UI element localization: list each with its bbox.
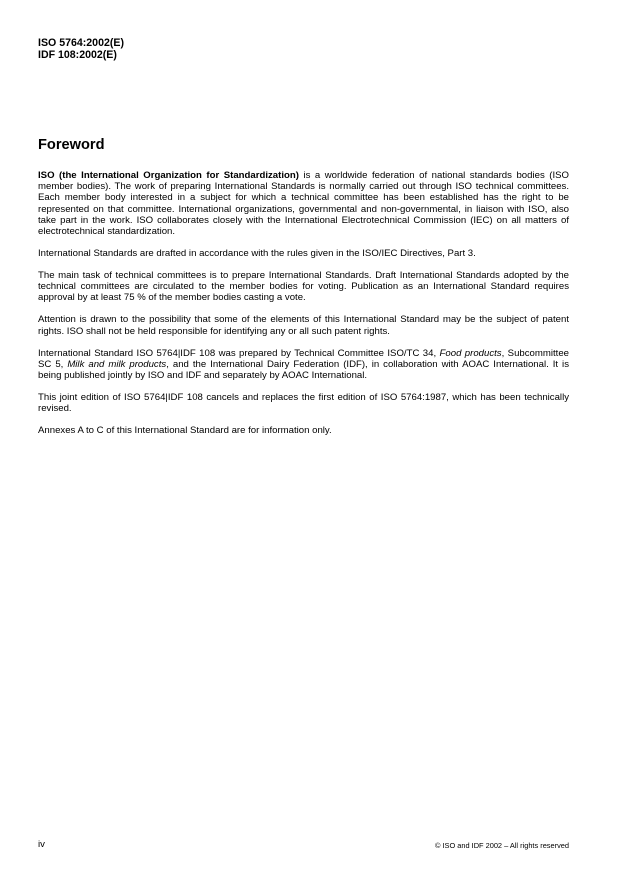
- standard-number-iso: ISO 5764:2002(E): [38, 37, 124, 49]
- paragraph-text: is a worldwide federation of national standards bodies (ISO member bodies). The work of preparing International Standards is normally carried out through ISO technical committees. Each member body interested in a subject for which a technical committee has been established has the right to be represented on that committee. International organizations, governmental and non-governmental, in liaison with ISO, also take part in the work. ISO collaborates closely with the International Electrotechnical Commission (IEC) on all matters of electrotechnical standardization.: [38, 170, 569, 238]
- paragraph-directives: International Standards are drafted in accordance with the rules given in the ISO/IEC Directives, Part 3.: [38, 248, 476, 260]
- document-header: [38, 37, 124, 61]
- standard-number-idf: IDF 108:2002(E): [38, 49, 117, 61]
- paragraph-text: , and the International Dairy Federation (IDF), in collaboration with AOAC International. It is being published jointly by ISO and IDF and separately by AOAC International.: [38, 358, 569, 382]
- iso-name-bold: ISO (the International Organization for Standardization): [38, 170, 299, 181]
- paragraph-committees: The main task of technical committees is to prepare International Standards. Draft International Standards adopted by the technical committees are circulated to the member bodies for voting. Publication as an International Standard requires approval by at least 75 % of the member bodies casting a vote.: [38, 270, 569, 304]
- committee-name-italic: Food products: [439, 347, 502, 359]
- paragraph-text: International Standard ISO 5764|IDF 108 was prepared by Technical Committee ISO/TC 34,: [38, 347, 440, 359]
- paragraph-patent-rights: Attention is drawn to the possibility that some of the elements of this International Standard may be the subject of patent rights. ISO shall not be held responsible for identifying any or all such patent rights.: [38, 314, 569, 337]
- paragraph-annexes: Annexes A to C of this International Standard are for information only.: [38, 425, 332, 437]
- section-title: Foreword: [38, 137, 105, 153]
- copyright-notice: © ISO and IDF 2002 – All rights reserved: [434, 841, 569, 850]
- page-number: iv: [38, 839, 45, 850]
- paragraph-edition: This joint edition of ISO 5764|IDF 108 cancels and replaces the first edition of ISO 5764:1987, which has been technically revised.: [38, 392, 569, 415]
- paragraph-text: , Subcommittee SC 5,: [38, 347, 569, 370]
- subcommittee-name-italic: Milk and milk products: [67, 358, 167, 370]
- foreword-body: [38, 170, 569, 436]
- paragraph-iso-intro: [38, 170, 569, 237]
- paragraph-preparation: [38, 348, 569, 382]
